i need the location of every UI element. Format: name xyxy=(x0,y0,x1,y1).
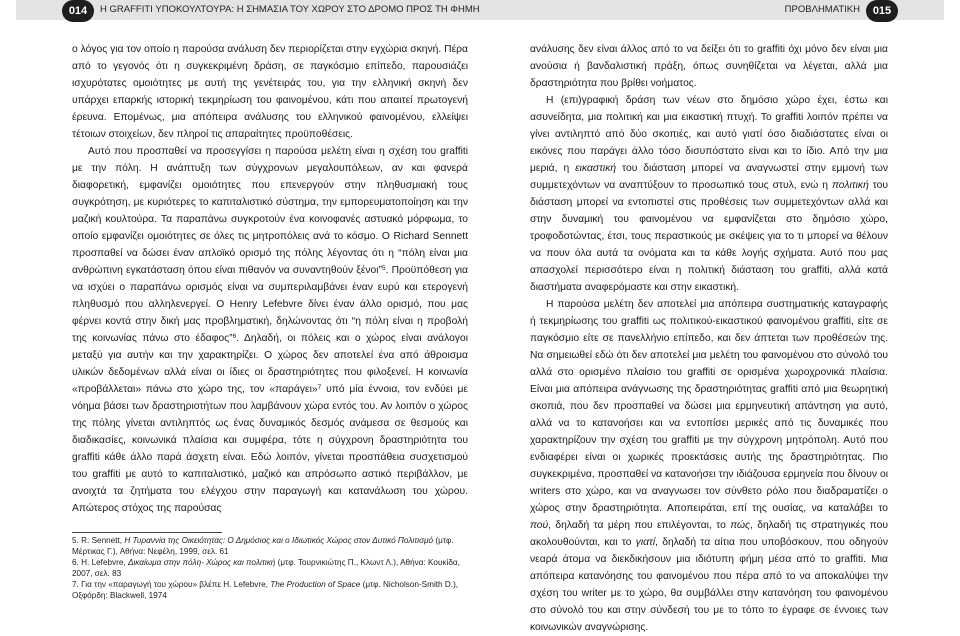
text-run: 6. H. Lefebvre, xyxy=(72,558,128,567)
right-paragraph-3 xyxy=(530,296,888,636)
left-column xyxy=(72,41,468,517)
right-running-title: ΠΡΟΒΛΗΜΑΤΙΚΗ xyxy=(784,4,860,15)
emphasis-giati: γιατί xyxy=(635,537,656,548)
left-paragraph-1: ο λόγος για τον οποίο η παρούσα ανάλυση δεν περιορίζεται στην εγχώρια σκηνή. Πέρα από το γεγονός ότι η συγκεκριμένη δράση, σε παγκόσμιο επίπεδο, παρουσιάζει ισχυρότατες ομοιότητες με αυτή της γενέτειράς του, για την ελληνική σκηνή δεν υπάρχει επαρκής ιστορική τεκμηρίωση του φαινομένου, κάτι που απαιτεί πρωτογενή έρευνα. Επομένως, μια απόπειρα ανάλυσης του ελληνικού φαινομένου, ελλείψει τέτοιων στοιχείων, δεν πληροί τις απαραίτητες προϋποθέσεις. xyxy=(72,44,468,140)
footnote-5-title: Η Τυραννία της Οικειότητας: Ο Δημόσιος και ο Ιδιωτικός Χώρος στον Δυτικό Πολιτισμό xyxy=(124,536,434,545)
text-run: , δηλαδή τα μέρη που επιλέγονται, το xyxy=(548,520,731,531)
text-run: (μτφ. Τουρνικιώτης Π., Κλωντ Λ.), Αθήνα: Κουκίδα, 2007, σελ. 83 xyxy=(72,558,460,578)
page-header xyxy=(0,0,960,24)
right-paragraph-2 xyxy=(530,92,888,296)
footnote-7 xyxy=(72,579,468,601)
left-page-number: 014 xyxy=(62,0,94,22)
right-paragraph-1: ανάλυσης δεν είναι άλλος από το να δείξει ότι το graffiti όχι μόνο δεν είναι μια ανούσια ή βανδαλιστική πράξη, όπως συνηθίζεται να λέγεται, αλλά μια δραστηριότητα που βρίθει νοήματος. xyxy=(530,44,888,89)
footnote-6-title: Δικαίωμα στην πόλη- Χώρος και πολιτική xyxy=(127,558,276,567)
emphasis-eikastiki: εικαστική xyxy=(575,163,617,174)
text-run: υπό μία έννοια, τον ενδύει με νόημα βάσει των δραστηριοτήτων που λαμβάνουν χώρα εντός του. Αν λοιπόν ο χώρος της πόλης γίνεται αντιληπτός ως ένας δυναμικός δεσμός ανάμεσα σε θεσμούς και διαδικασίες, κοινωνικά πλαίσια και συμφέρα, τότε η σύγχρονη δραστηριότητα του graffiti κάθε άλλο παρά άσχετη είναι. Εδώ λοιπόν, γίνεται προσπάθεια συσχετισμού του graffiti με αυτό το καπιταλιστικό, μαζικό και απρόσωπο αστικό περιβάλλον, με ανοιχτά τα ζητήματα του ελέγχου στην παραγωγή και κατανάλωση του χώρου. Απώτερος στόχος της παρούσας xyxy=(72,384,468,514)
text-run: . Δηλαδή, οι πόλεις και ο χώρος είναι ανάλογοι μεταξύ για αυτήν και την χαρακτηρίζει. Ο χώρος δεν αποτελεί ένα από άθροισμα υλικών δεδομένων αλλά είναι οι ίδιες οι δραστηριότητες που φιλοξενεί. Η κοινωνία «προβάλλεται» πάνω στο χώρο της, τον «παράγει» xyxy=(72,333,468,395)
footnote-7-title: The Production of Space xyxy=(270,580,361,589)
emphasis-pos: πώς xyxy=(730,520,750,531)
text-run: Η παρούσα μελέτη δεν αποτελεί μια απόπειρα συστηματικής καταγραφής ή τεκμηρίωσης του graffiti ως πολιτικού-εικαστικού φαινομένου graffiti, είτε σε παγκόσμιο είτε σε πανελλήνιο επίπεδο, και δεν άπτεται των προθέσεών της. Να σημειωθεί εδώ ότι δεν αποτελεί μια μελέτη του φαινομένου στο σύνολό του αλλά στο ορισμένο πλαίσιο του graffiti σε ορισμένα χωροχρονικά πλαίσια. Είναι μια απόπειρα ανάγνωσης της δραστηριότητας graffiti από μια θεωρητική σκοπιά, που δεν προσπαθεί να δώσει μια ερμηνευτική απάντηση για αυτό, αλλά να το κατανοήσει και να εντοπίσει μερικές από τις δυναμικές που χαρακτηρίζουν την σχέση του graffiti με την σύγχρονη μητρόπολη. Αυτό που ενδιαφέρει είναι οι χωρικές προεκτάσεις αυτής της δραστηριότητας. Πιο συγκεκριμένα, προσπαθεί να κατανοήσει την ιδιάζουσα ερμηνεία που δίνουν οι writers στο χώρο, και να αναγνωσει τον σύνθετο ρόλο που διαδραματίζει ο χώρος στην δραστηριότητα. Αποπειράται, επί της ουσίας, να καταλάβει το xyxy=(530,299,888,514)
text-run: , δηλαδή τις στρατηγικές που ακολουθούνται, και το xyxy=(530,520,888,548)
footnote-ref-6: 6 xyxy=(232,333,237,340)
text-run: του διάσταση μπορεί να αναγνωστεί στην εμμονή των συμμετεχόντων να αναπτύξουν το προσωπικό τους στυλ, ενώ η xyxy=(530,163,889,191)
footnote-divider xyxy=(72,532,222,533)
right-page-number: 015 xyxy=(866,0,898,22)
text-run: 5. R. Sennett, xyxy=(72,536,125,545)
text-run: , δηλαδή τα αίτια που υποβόσκουν, που οδηγούν νεαρά άτομα να διεκδικήσουν μια ιδιότυπη φήμη μέσα από το graffiti. Μια απόπειρα κατανόησης του φαινομένου που πέρα από το να αποκαλύψει την σχέση του writer με το χώρο, θα συμβάλλει στην κατανόηση του φαινομένου στο σύνολό του και στην σύνδεσή του με το τόπο το έγραφε σε έννοιες των κοινωνικών αναγνώρισης. xyxy=(530,537,888,633)
text-run: Η (επι)γραφική δράση των νέων στο δημόσιο χώρο έχει, έστω και ασυνείδητα, μια πολιτική και μια εικαστική πτυχή. Το graffiti λοιπόν πρέπει να γίνει αντιληπτό από δύο σκοπιές, και αυτό γιατί όσο διαδιάστατες είναι οι εικόνες που παράγει άλλο τόσο δισυπόστατο είναι και το ίδιο. Από την μια μεριά, η xyxy=(530,95,888,174)
footnote-5 xyxy=(72,535,468,557)
right-column xyxy=(530,41,888,636)
text-run: του διάσταση μπορεί να εντοπιστεί στις προθέσεις των συμμετεχόντων αλλά και στην δυναμική του φαινομένου να εμφανίζεται στο δημόσιο χώρο, τροφοδοτώντας, έτσι, τους περαστικούς με σκέψεις για το τι μπορεί να θέλουν να πουν όλα αυτά τα ονόματα και τα κάθε λογής σχήματα. Αυτό που μας απασχολεί περισσότερο είναι η πολιτική διάσταση του graffiti, αλλά κατά διαστήματα αναφερόμαστε και στην εικαστική. xyxy=(530,180,889,293)
left-paragraph-2 xyxy=(72,143,468,517)
text-run: (μτφ. Nicholson-Smith D.), Οξφόρδη: Blackwell, 1974 xyxy=(72,580,459,600)
emphasis-politiki: πολιτική xyxy=(831,180,869,191)
text-run: Αυτό που προσπαθεί να προσεγγίσει η παρούσα μελέτη είναι η σχέση του graffiti με την πόλη. Η ανάπτυξη των σύγχρονων μεγαλουπόλεων, αν και φανερά διαφορετική, εμφανίζει ομοιότητες που επενεργούν στην πληθυσμιακή τους συγκρότηση, με κυριότερες το καπιταλιστικό σύστημα, την εμπορευματοποίηση και την μαζική κουλτούρα. Τα παραπάνω συγκροτούν ένα κοινοφανές αστυακό μόρφωμα, το οποίο εμφανίζει ομοιότητες σε όλες τις μητροπόλεις ανά το κόσμο. Ο Richard Sennett προσπαθεί να δώσει έναν απλοϊκό ορισμό της πόλης λέγοντας ότι η “πόλη είναι μια ανθρώπινη εγκατάσταση όπου είναι πιθανόν να συναντηθούν ξένοι” xyxy=(72,146,468,276)
footnote-6 xyxy=(72,557,468,579)
text-run: 7. Για την «παραγωγή του χώρου» βλέπε H. Lefebvre, xyxy=(72,580,271,589)
footnote-ref-7: 7 xyxy=(317,384,322,391)
emphasis-pou: πού xyxy=(530,520,549,531)
left-running-title: Η GRAFFITI ΥΠΟΚΟΥΛΤΟΥΡΑ: Η ΣΗΜΑΣΙΑ ΤΟΥ ΧΩΡΟΥ ΣΤΟ ΔΡΟΜΟ ΠΡΟΣ ΤΗ ΦΗΜΗ xyxy=(100,4,480,15)
footnotes xyxy=(72,532,468,601)
text-run: (μτφ. Μέρτικας Γ.), Αθήνα: Νεφέλη, 1999, σελ. 61 xyxy=(72,536,454,556)
text-run: . Προϋπόθεση για να ισχύει ο παραπάνω ορισμός είναι να συμπεριλαμβάνει έναν ευρύ και ετερογενή πληθυσμό που αλληλενεργεί. Ο Henry Lefebvre δίνει έναν άλλο ορισμό, που μας φέρνει κοντά στην δική μας προβληματική, δηλώνοντας ότι “η πόλη είναι η προβολή της κοινωνίας πάνω στο έδαφος” xyxy=(72,265,468,344)
footnote-ref-5: 5 xyxy=(382,265,386,272)
